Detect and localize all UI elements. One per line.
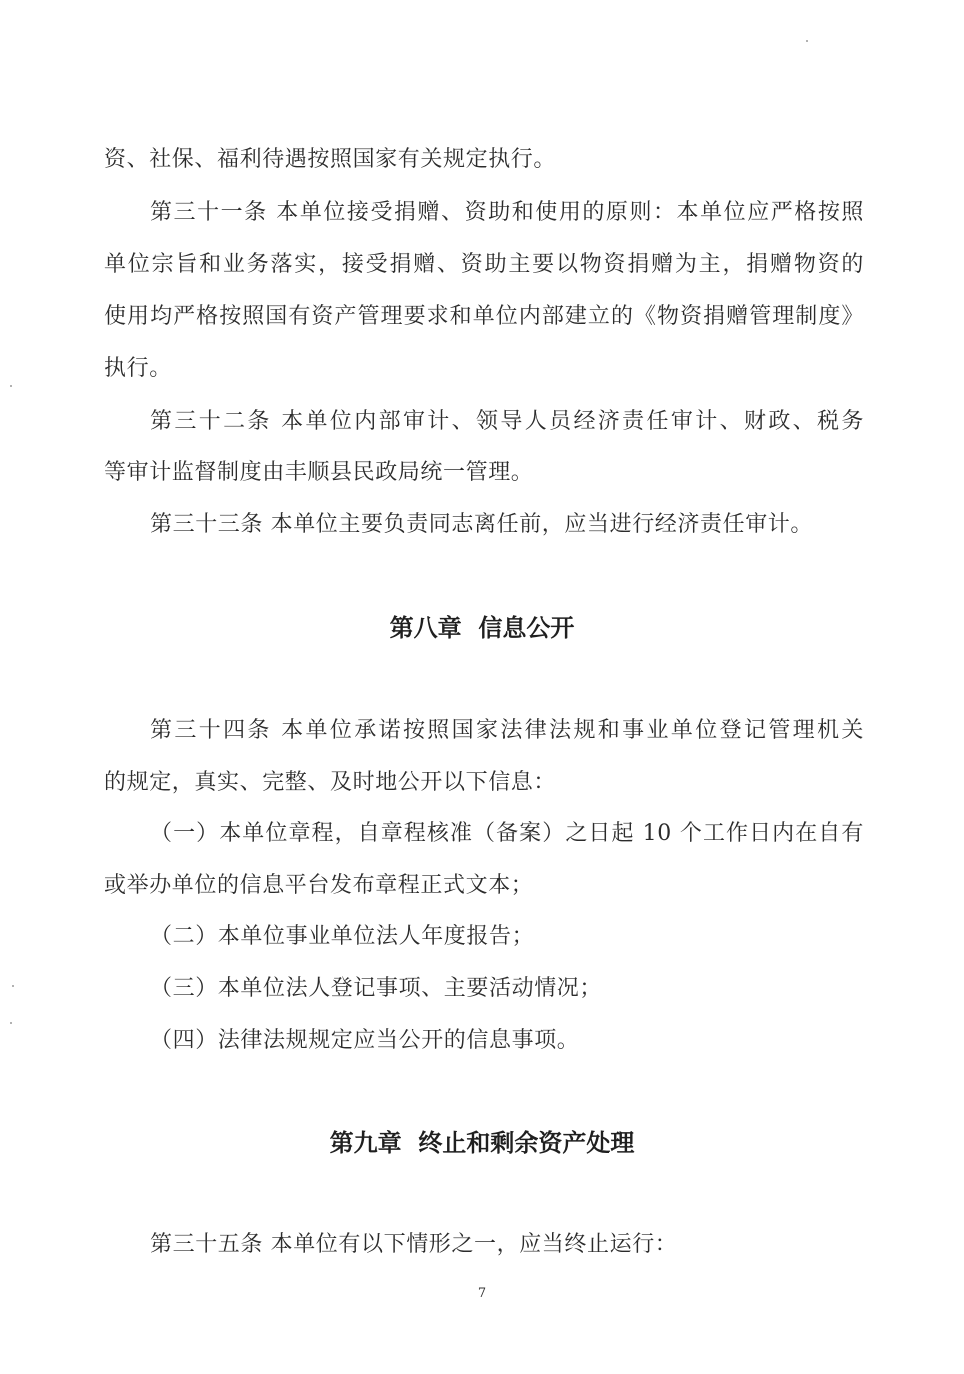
paragraph-line: 使用均严格按照国有资产管理要求和单位内部建立的《物资捐赠管理制度》 bbox=[104, 304, 864, 329]
article-33-line: 第三十三条 本单位主要负责同志离任前，应当进行经济责任审计。 bbox=[150, 512, 813, 537]
article-32-line: 第三十二条 本单位内部审计、领导人员经济责任审计、财政、税务 bbox=[150, 409, 864, 434]
list-item-1-line: （一）本单位章程，自章程核准（备案）之日起 10 个工作日内在自有 bbox=[150, 821, 864, 846]
paragraph-line: 或举办单位的信息平台发布章程正式文本； bbox=[104, 873, 534, 898]
chapter-9-heading: 第九章 终止和剩余资产处理 bbox=[329, 1129, 635, 1157]
paragraph-line: 等审计监督制度由丰顺县民政局统一管理。 bbox=[104, 460, 534, 485]
list-item-3: （三）本单位法人登记事项、主要活动情况； bbox=[150, 976, 603, 1001]
article-35-line: 第三十五条 本单位有以下情形之一，应当终止运行： bbox=[150, 1232, 678, 1257]
article-31-line: 第三十一条 本单位接受捐赠、资助和使用的原则：本单位应严格按照 bbox=[150, 200, 864, 225]
paragraph-line: 执行。 bbox=[104, 356, 172, 381]
paragraph-line: 单位宗旨和业务落实，接受捐赠、资助主要以物资捐赠为主，捐赠物资的 bbox=[104, 252, 864, 277]
list-item-4: （四）法律法规规定应当公开的信息事项。 bbox=[150, 1028, 580, 1053]
article-34-line: 第三十四条 本单位承诺按照国家法律法规和事业单位登记管理机关 bbox=[150, 718, 864, 743]
paragraph-line: 的规定，真实、完整、及时地公开以下信息： bbox=[104, 770, 557, 795]
scan-speck bbox=[10, 1022, 12, 1024]
list-item-2: （二）本单位事业单位法人年度报告； bbox=[150, 924, 535, 949]
chapter-8-heading: 第八章 信息公开 bbox=[389, 614, 575, 642]
scan-speck bbox=[12, 985, 14, 987]
scan-speck bbox=[806, 40, 808, 42]
scan-speck bbox=[10, 385, 12, 387]
paragraph-line: 资、社保、福利待遇按照国家有关规定执行。 bbox=[104, 147, 557, 172]
page-number: 7 bbox=[477, 1286, 487, 1301]
